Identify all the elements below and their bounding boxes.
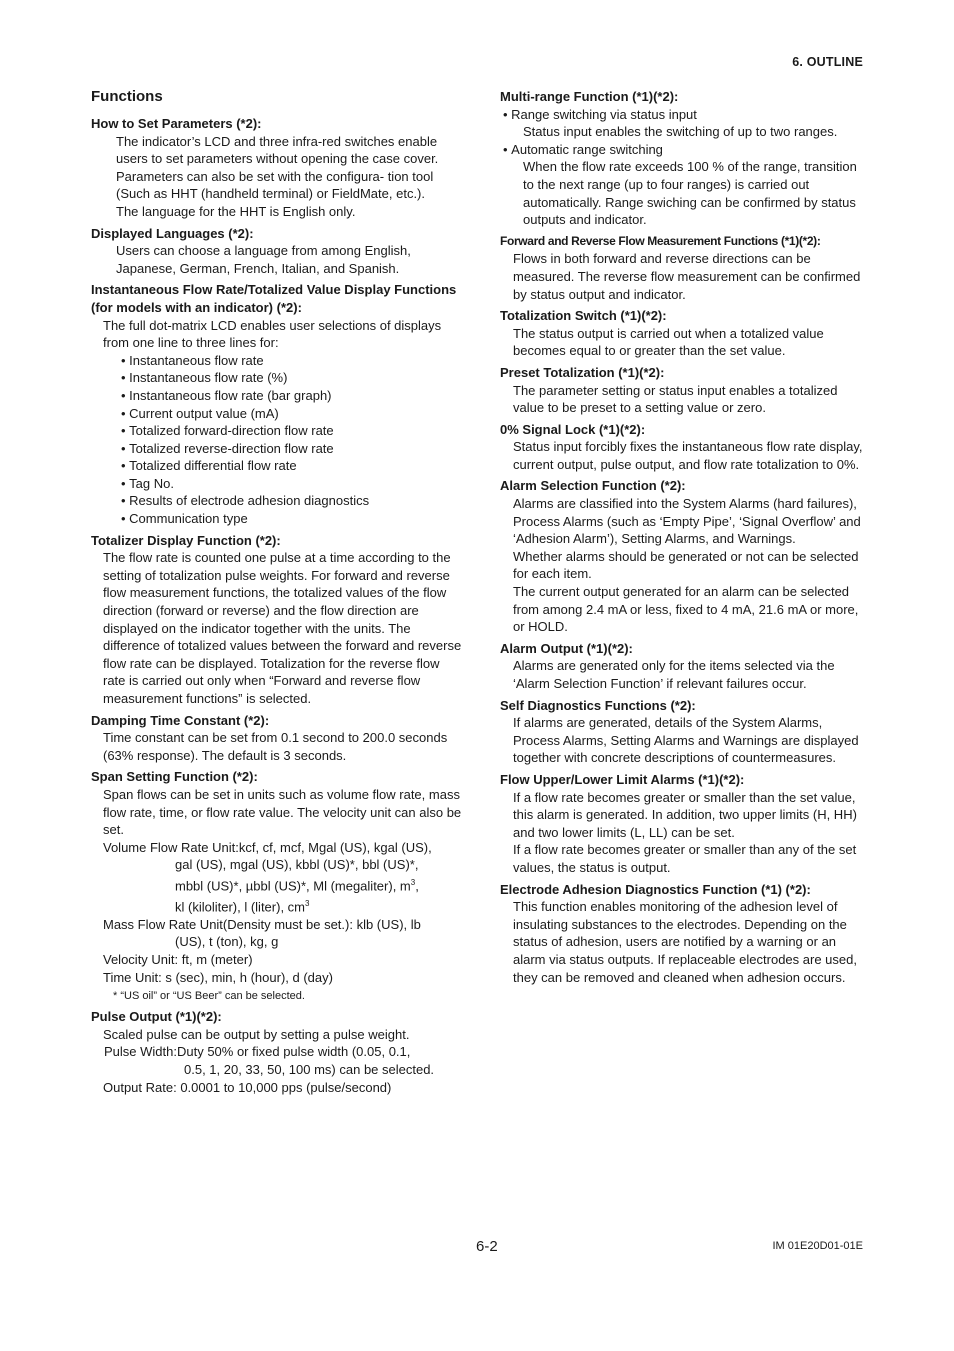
list-item: • Current output value (mA) [121,405,463,423]
pulse-width-line-1: Duty 50% or fixed pulse width (0.05, 0.1, [176,1044,411,1060]
display-functions-heading: Instantaneous Flow Rate/Totalized Value Display Functions (for models with an indicator) (*2): [91,282,457,315]
list-item: • Totalized differential flow rate [121,457,463,475]
mass-unit-line-2: (US), t (ton), kg, g [175,934,279,950]
display-functions-text: The full dot-matrix LCD enables user selections of displays from one line to three lines for: [103,317,442,351]
functions-title: Functions [91,88,163,105]
totalizer-heading: Totalizer Display Function (*2): [91,532,281,548]
velocity-unit: Velocity Unit: ft, m (meter) [103,951,253,967]
volume-unit-line-1: kcf, cf, mcf, Mgal (US), kgal (US), [238,839,432,855]
span-text: Span flows can be set in units such as volume flow rate, mass flow rate, time, or flow rate value. The velocity unit can also be set. [103,786,462,838]
left-column [91,88,463,1096]
damping-heading: Damping Time Constant (*2): [91,712,270,728]
volume-unit-row [103,839,463,857]
totalizer-text: The flow rate is counted one pulse at a time according to the setting of totalization pulse weights. For forward and reverse flow measurement functions, the totalized values of the flow direction (forward or reverse) and the flow direction are displayed on the indicator together with the units. The difference of totalized values between the forward and reverse flow rate can be displayed. Totalization for the reverse flow rate is carried out only when “Forward and reverse flow measurement functions” is selected. [103,550,462,706]
mass-unit-label: Mass Flow Rate Unit [103,916,223,932]
section-header: 6. OUTLINE [792,55,863,69]
mass-unit-row [103,916,463,934]
list-item: • Totalized forward-direction flow rate [121,422,463,440]
pulse-text: Scaled pulse can be output by setting a pulse weight. [103,1026,410,1042]
totalization-switch-heading: Totalization Switch (*1)(*2): [500,308,667,324]
alarm-output-heading: Alarm Output (*1)(*2): [500,640,633,656]
document-id: IM 01E20D01-01E [772,1240,863,1252]
multirange-item-1-text: Status input enables the switching of up to two ranges. [523,124,838,140]
multirange-item-2-text: When the flow rate exceeds 100 % of the range, transition to the next range (up to four ranges) is carried out automatically. Range swiching can be confirmed by status outputs and indicator. [523,159,857,228]
superscript-3: 3 [410,877,416,887]
how-to-set-heading: How to Set Parameters (*2): [91,116,262,131]
how-to-set-text-2: The language for the HHT is English only. [116,203,356,219]
pulse-heading: Pulse Output (*1)(*2): [91,1009,222,1025]
list-item: • Results of electrode adhesion diagnostics [121,492,463,510]
alarm-selection-text-2: Whether alarms should be generated or not can be selected for each item. [513,548,859,582]
damping-text: Time constant can be set from 0.1 second to 200.0 seconds (63% response). The default is 3 seconds. [103,730,448,763]
list-item: • Instantaneous flow rate [121,352,463,370]
multirange-heading: Multi-range Function (*1)(*2): [500,89,679,104]
limit-alarms-heading: Flow Upper/Lower Limit Alarms (*1)(*2): [500,771,745,787]
pulse-width-label: Pulse Width: [104,1044,177,1060]
signal-lock-text: Status input forcibly fixes the instantaneous flow rate display, current output, pulse output, and flow rate totalization to 0%. [513,439,863,472]
list-item: • Instantaneous flow rate (%) [121,369,463,387]
multirange-item-1: Range switching via status input [511,106,697,122]
volume-unit-line-4 [175,895,463,916]
languages-heading: Displayed Languages (*2): [91,225,254,241]
forward-reverse-heading: Forward and Reverse Flow Measurement Functions (*1)(*2): [500,233,821,248]
right-column [500,88,865,986]
list-item: • Tag No. [121,475,463,493]
span-heading: Span Setting Function (*2): [91,769,258,785]
self-diagnostics-text: If alarms are generated, details of the System Alarms, Process Alarms, Setting Alarms and Warnings are displayed together with concrete descriptions of countermeasures. [513,715,859,766]
multirange-list [500,106,865,229]
volume-unit-line-4-text: kl (kiloliter), l (liter), cm [175,899,305,915]
volume-unit-line-3-end: , [415,878,419,894]
display-items-list [91,352,463,528]
list-item [503,106,865,141]
how-to-set-text: The indicator’s LCD and three infra-red switches enable users to set parameters without opening the case cover. Parameters can also be set with the configura- tion tool (Such as HHT (handheld terminal) or FieldMate, etc.). [116,133,439,202]
pulse-width-row [104,1043,463,1061]
multirange-item-2: Automatic range switching [511,141,663,157]
volume-unit-line-3 [175,874,463,895]
superscript-3: 3 [305,898,310,908]
totalization-switch-text: The status output is carried out when a totalized value becomes equal to or greater than the set value. [513,325,824,359]
mass-unit-line-1: (Density must be set.): klb (US), lb [222,916,421,932]
list-item: • Instantaneous flow rate (bar graph) [121,387,463,405]
list-item [503,141,865,229]
signal-lock-heading: 0% Signal Lock (*1)(*2): [500,421,646,437]
alarm-selection-heading: Alarm Selection Function (*2): [500,478,686,494]
languages-text: Users can choose a language from among English, Japanese, German, French, Italian, and Spanish. [116,243,411,276]
list-item: • Communication type [121,510,463,528]
page-number: 6-2 [476,1238,498,1255]
volume-unit-line-3-text: mbbl (US)*, µbbl (US)*, Ml (megaliter), m [175,878,411,894]
preset-text: The parameter setting or status input enables a totalized value to be preset to a setting value or zero. [513,382,838,416]
alarm-selection-text-3: The current output generated for an alarm can be selected from among 2.4 mA or less, fixed to 4 mA, 21.6 mA or more, or HOLD. [513,584,859,635]
volume-unit-line-2: gal (US), mgal (US), kbbl (US)*, bbl (US)*, [175,857,419,873]
pulse-width-line-2: 0.5, 1, 20, 33, 50, 100 ms) can be selected. [184,1061,435,1077]
forward-reverse-text: Flows in both forward and reverse directions can be measured. The reverse flow measurement can be confirmed by status output and indicator. [513,251,861,302]
electrode-heading: Electrode Adhesion Diagnostics Function (*1) (*2): [500,881,811,897]
list-item: • Totalized reverse-direction flow rate [121,440,463,458]
preset-heading: Preset Totalization (*1)(*2): [500,364,665,380]
self-diagnostics-heading: Self Diagnostics Functions (*2): [500,697,696,713]
time-unit: Time Unit: s (sec), min, h (hour), d (day) [103,969,333,985]
alarm-selection-text-1: Alarms are classified into the System Alarms (hard failures), Process Alarms (such as ‘Empty Pipe’, ‘Signal Overflow’ and ‘Adhesion Alarm’), Setting Alarms, and Warnings. [513,496,861,547]
limit-alarms-text-1: If a flow rate becomes greater or smaller than the set value, this alarm is generated. In addition, two upper limits (H, HH) and two lower limits (L, LL) can be set. [513,789,857,840]
output-rate: Output Rate: 0.0001 to 10,000 pps (pulse/second) [103,1079,392,1095]
limit-alarms-text-2: If a flow rate becomes greater or smaller than any of the set values, the status is output. [513,842,857,875]
electrode-text: This function enables monitoring of the adhesion level of insulating substances to the electrodes. Depending on the status of adhesion, users are notified by a warning or an alarm via status outputs. If replaceable electrodes are used, they can be removed and cleaned when adhesion occurs. [513,899,857,985]
alarm-output-text: Alarms are generated only for the items selected via the ‘Alarm Selection Function’ if relevant failures occur. [513,658,835,691]
us-oil-note: * “US oil” or “US Beer” can be selected. [113,990,305,1003]
volume-unit-label: Volume Flow Rate Unit: [103,839,239,855]
